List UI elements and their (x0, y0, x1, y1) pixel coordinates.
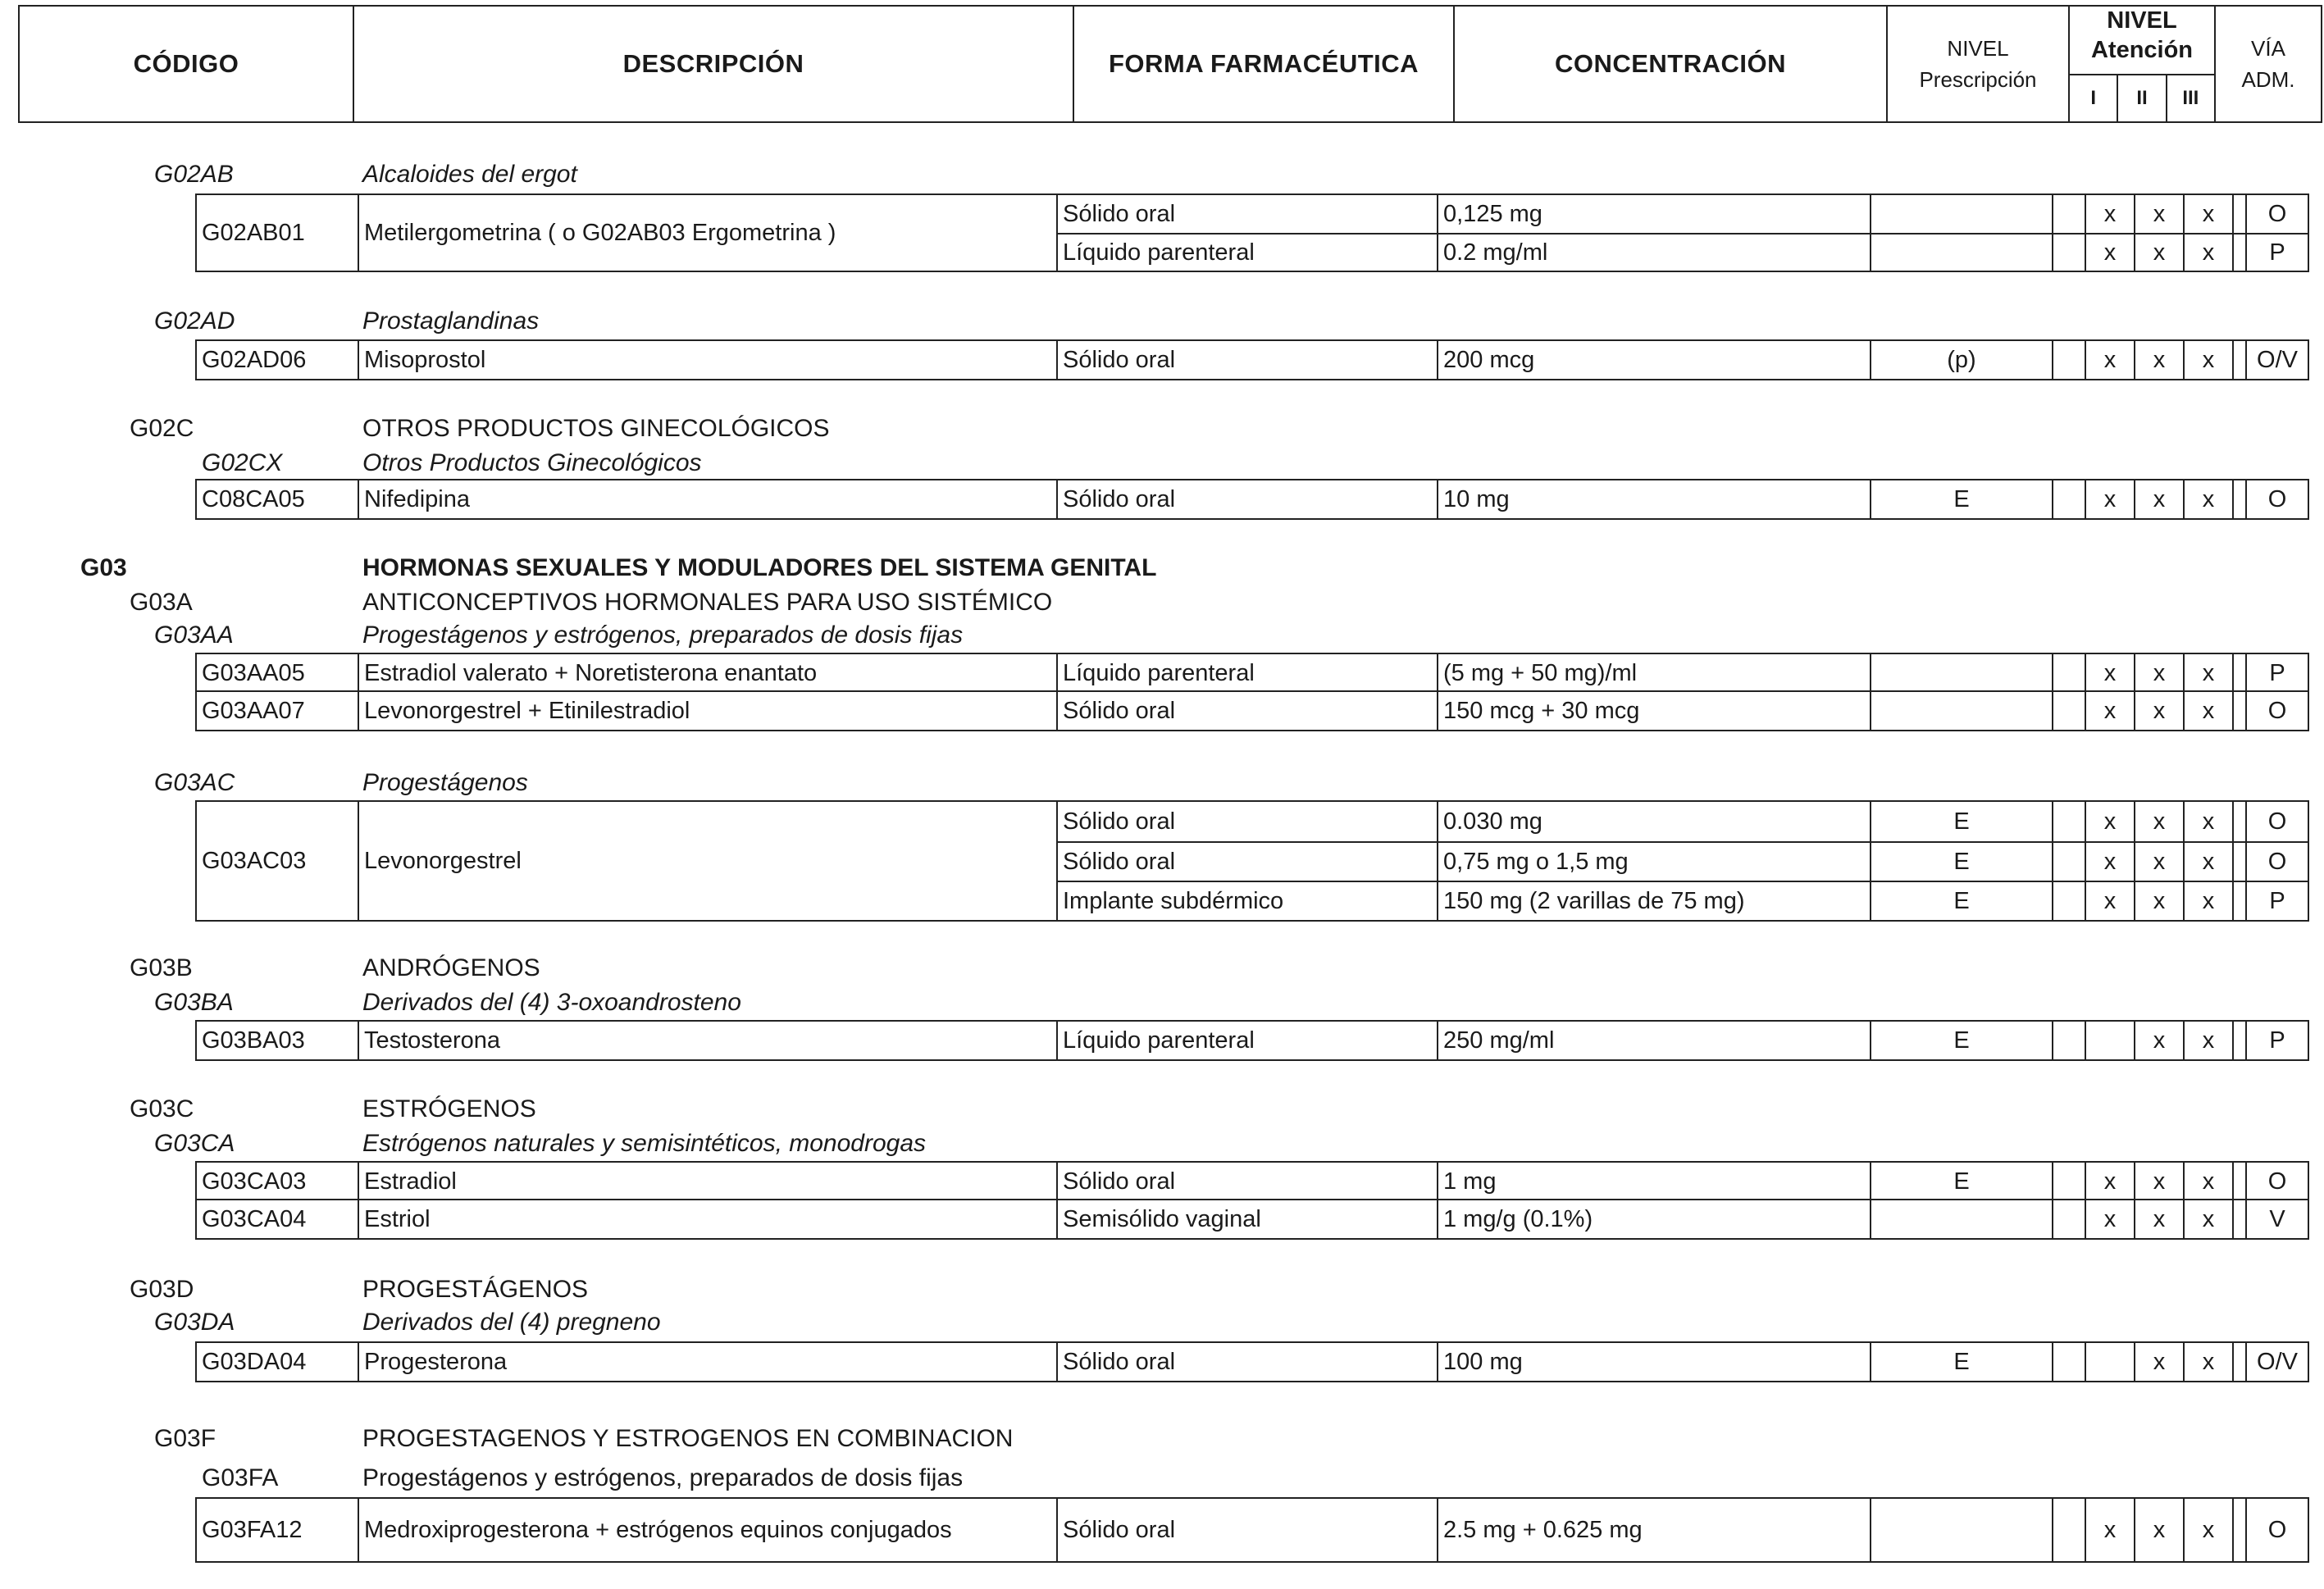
subgroup-name: Progestágenos y estrógenos, preparados de dosis fijas (362, 1464, 964, 1491)
subgroup-code: G03AA (154, 621, 234, 649)
prescription-level: E (1870, 1343, 2052, 1381)
drug-code: G03AC03 (202, 847, 307, 874)
group-name: ANDRÓGENOS (362, 954, 540, 981)
care-level-iii: x (2183, 480, 2232, 518)
group-code: G03C (130, 1095, 194, 1122)
subgroup-code: G02AB (154, 161, 234, 188)
header-nivel-aten-line1: NIVEL (2107, 7, 2177, 34)
drug-code: G03AA05 (202, 659, 305, 686)
prescription-level (1870, 1499, 2052, 1561)
header-concentracion (1455, 7, 1888, 121)
subgroup-name: Alcaloides del ergot (362, 161, 577, 188)
drug-code: G03BA03 (202, 1027, 305, 1054)
concentration: 1 mg/g (0.1%) (1437, 1200, 1870, 1238)
care-level-ii: x (2134, 802, 2183, 841)
header-forma (1074, 7, 1455, 121)
prescription-level (1870, 233, 2052, 271)
group-code: G02C (130, 415, 194, 442)
care-level-ii: x (2134, 480, 2183, 518)
drug-description: Estradiol valerato + Noretisterona enantato (358, 654, 1056, 692)
spacer-cell (2052, 881, 2085, 920)
administration-route: O (2245, 195, 2308, 233)
drug-description: Metilergometrina ( o G02AB03 Ergometrina ) (358, 195, 1056, 271)
care-level-i: x (2085, 341, 2134, 379)
drug-description: Nifedipina (358, 480, 1056, 518)
spacer-cell (2052, 1343, 2085, 1381)
header-concentracion-label: CONCENTRACIÓN (1554, 49, 1787, 78)
care-level-ii: x (2134, 692, 2183, 730)
spacer-cell (2232, 480, 2245, 518)
header-nivel-pres-line1: NIVEL (1947, 36, 2009, 61)
care-level-iii: x (2183, 233, 2232, 271)
care-level-i: x (2085, 692, 2134, 730)
drug-table (195, 339, 2309, 380)
care-level-ii: x (2134, 654, 2183, 692)
drug-table (195, 1020, 2309, 1061)
dosage-form: Líquido parenteral (1056, 654, 1437, 692)
dosage-form: Sólido oral (1056, 802, 1437, 841)
care-level-iii: x (2183, 1200, 2232, 1238)
concentration: 150 mcg + 30 mcg (1437, 692, 1870, 730)
dosage-form: Sólido oral (1056, 1163, 1437, 1200)
concentration: 150 mg (2 varillas de 75 mg) (1437, 881, 1870, 920)
spacer-cell (2232, 341, 2245, 379)
prescription-level: E (1870, 881, 2052, 920)
group-name: OTROS PRODUCTOS GINECOLÓGICOS (362, 415, 830, 442)
concentration: (5 mg + 50 mg)/ml (1437, 654, 1870, 692)
administration-route: P (2245, 1022, 2308, 1059)
subgroup-code: G03AC (154, 769, 235, 796)
subgroup-code: G02AD (154, 307, 235, 335)
care-level-i: x (2085, 1200, 2134, 1238)
concentration: 0.030 mg (1437, 802, 1870, 841)
drug-description: Estradiol (358, 1163, 1056, 1200)
administration-route: O (2245, 1163, 2308, 1200)
spacer-cell (2052, 802, 2085, 841)
care-level-ii: x (2134, 1343, 2183, 1381)
care-level-iii: x (2183, 1022, 2232, 1059)
subgroup-name: Otros Productos Ginecológicos (362, 449, 702, 476)
care-level-iii: x (2183, 341, 2232, 379)
subgroup-code: G03BA (154, 989, 234, 1016)
administration-route: O (2245, 841, 2308, 881)
prescription-level (1870, 654, 2052, 692)
care-level-i: x (2085, 1499, 2134, 1561)
spacer-cell (2052, 1499, 2085, 1561)
dosage-form: Sólido oral (1056, 1499, 1437, 1561)
subgroup-code: G03FA (202, 1464, 279, 1491)
dosage-form: Sólido oral (1056, 1343, 1437, 1381)
drug-table (195, 1199, 2309, 1240)
spacer-cell (2232, 1022, 2245, 1059)
dosage-form: Sólido oral (1056, 195, 1437, 233)
group-code: G03D (130, 1276, 194, 1303)
care-level-iii: x (2183, 1499, 2232, 1561)
spacer-cell (2232, 654, 2245, 692)
administration-route: P (2245, 233, 2308, 271)
group-name: PROGESTAGENOS Y ESTROGENOS EN COMBINACION (362, 1425, 1014, 1452)
concentration: 250 mg/ml (1437, 1022, 1870, 1059)
care-level-i (2085, 1022, 2134, 1059)
group-code: G03A (130, 589, 193, 616)
administration-route: O (2245, 480, 2308, 518)
prescription-level: E (1870, 480, 2052, 518)
care-level-i: x (2085, 802, 2134, 841)
spacer-cell (2052, 1022, 2085, 1059)
dosage-form: Líquido parenteral (1056, 1022, 1437, 1059)
drug-description: Levonorgestrel (358, 802, 1056, 920)
spacer-cell (2232, 1499, 2245, 1561)
concentration: 0,125 mg (1437, 195, 1870, 233)
drug-description: Estriol (358, 1200, 1056, 1238)
prescription-level (1870, 692, 2052, 730)
care-level-iii: x (2183, 802, 2232, 841)
care-level-iii: x (2183, 195, 2232, 233)
care-level-ii: x (2134, 1022, 2183, 1059)
concentration: 0,75 mg o 1,5 mg (1437, 841, 1870, 881)
care-level-i (2085, 1343, 2134, 1381)
concentration: 200 mcg (1437, 341, 1870, 379)
care-level-i: x (2085, 881, 2134, 920)
dosage-form: Líquido parenteral (1056, 233, 1437, 271)
drug-table (195, 653, 2309, 694)
care-level-i: x (2085, 195, 2134, 233)
header-nivel-pres-line2: Prescripción (1919, 67, 2037, 92)
prescription-level (1870, 195, 2052, 233)
care-level-iii: x (2183, 841, 2232, 881)
header-nivel-prescripcion (1888, 7, 2070, 121)
drug-description: Medroxiprogesterona + estrógenos equinos conjugados (358, 1499, 1056, 1561)
header-nivel-iii: III (2182, 87, 2199, 109)
drug-description: Testosterona (358, 1022, 1056, 1059)
spacer-cell (2052, 841, 2085, 881)
spacer-cell (2052, 1163, 2085, 1200)
spacer-cell (2232, 1200, 2245, 1238)
spacer-cell (2232, 802, 2245, 841)
dosage-form: Sólido oral (1056, 480, 1437, 518)
prescription-level (1870, 1200, 2052, 1238)
dosage-form: Implante subdérmico (1056, 881, 1437, 920)
care-level-ii: x (2134, 1163, 2183, 1200)
administration-route: P (2245, 654, 2308, 692)
administration-route: O (2245, 1499, 2308, 1561)
subgroup-name: Progestágenos (362, 769, 528, 796)
drug-code: G03DA04 (202, 1348, 307, 1375)
group-name: ANTICONCEPTIVOS HORMONALES PARA USO SISTÉMICO (362, 589, 1053, 616)
header-nivel-i: I (2070, 75, 2118, 121)
drug-table (195, 1341, 2309, 1382)
subgroup-name: Derivados del (4) pregneno (362, 1309, 661, 1336)
table-header (18, 5, 2322, 123)
group-name: PROGESTÁGENOS (362, 1276, 589, 1303)
drug-code: G03CA03 (202, 1168, 307, 1195)
header-nivel-atencion (2070, 7, 2216, 121)
drug-code: G03AA07 (202, 697, 305, 724)
spacer-cell (2052, 654, 2085, 692)
subgroup-code: G02CX (202, 449, 283, 476)
drug-description: Levonorgestrel + Etinilestradiol (358, 692, 1056, 730)
drug-table (195, 800, 2309, 922)
administration-route: O/V (2245, 1343, 2308, 1381)
section-code: G03 (80, 554, 127, 581)
drug-table (195, 690, 2309, 731)
prescription-level: E (1870, 841, 2052, 881)
administration-route: P (2245, 881, 2308, 920)
care-level-i: x (2085, 480, 2134, 518)
concentration: 1 mg (1437, 1163, 1870, 1200)
group-code: G03F (154, 1425, 216, 1452)
concentration: 10 mg (1437, 480, 1870, 518)
concentration: 2.5 mg + 0.625 mg (1437, 1499, 1870, 1561)
spacer-cell (2232, 195, 2245, 233)
drug-description: Progesterona (358, 1343, 1056, 1381)
drug-code: C08CA05 (202, 485, 305, 512)
prescription-level: (p) (1870, 341, 2052, 379)
drug-table (195, 194, 2309, 272)
header-codigo (20, 7, 354, 121)
subgroup-name: Prostaglandinas (362, 307, 540, 335)
prescription-level: E (1870, 1163, 2052, 1200)
header-forma-label: FORMA FARMACÉUTICA (1108, 49, 1419, 78)
concentration: 0.2 mg/ml (1437, 233, 1870, 271)
subgroup-name: Derivados del (4) 3-oxoandrosteno (362, 989, 741, 1016)
care-level-ii: x (2134, 195, 2183, 233)
care-level-ii: x (2134, 841, 2183, 881)
header-via (2216, 7, 2321, 121)
header-nivel-subcolumns (2070, 74, 2214, 121)
header-descripcion (354, 7, 1074, 121)
header-nivel-ii: II (2118, 75, 2167, 121)
drug-table (195, 1161, 2309, 1202)
drug-description: Misoprostol (358, 341, 1056, 379)
administration-route: O (2245, 692, 2308, 730)
prescription-level: E (1870, 1022, 2052, 1059)
subgroup-name: Estrógenos naturales y semisintéticos, monodrogas (362, 1130, 927, 1157)
dosage-form: Semisólido vaginal (1056, 1200, 1437, 1238)
administration-route: V (2245, 1200, 2308, 1238)
group-name: ESTRÓGENOS (362, 1095, 536, 1122)
spacer-cell (2052, 233, 2085, 271)
section-name: HORMONAS SEXUALES Y MODULADORES DEL SISTEMA GENITAL (362, 554, 1157, 581)
drug-code: G02AB01 (202, 219, 305, 246)
care-level-i: x (2085, 841, 2134, 881)
subgroup-code: G03CA (154, 1130, 235, 1157)
care-level-ii: x (2134, 881, 2183, 920)
subgroup-name: Progestágenos y estrógenos, preparados de dosis fijas (362, 621, 964, 649)
dosage-form: Sólido oral (1056, 692, 1437, 730)
care-level-iii: x (2183, 1163, 2232, 1200)
header-codigo-label: CÓDIGO (133, 49, 239, 78)
care-level-iii: x (2183, 654, 2232, 692)
spacer-cell (2232, 233, 2245, 271)
spacer-cell (2232, 1163, 2245, 1200)
header-via-line1: VÍA (2251, 36, 2285, 61)
spacer-cell (2232, 692, 2245, 730)
care-level-iii: x (2183, 1343, 2232, 1381)
dosage-form: Sólido oral (1056, 341, 1437, 379)
spacer-cell (2052, 1200, 2085, 1238)
care-level-ii: x (2134, 1200, 2183, 1238)
prescription-level: E (1870, 802, 2052, 841)
header-nivel-aten-line2: Atención (2090, 37, 2194, 63)
spacer-cell (2232, 841, 2245, 881)
care-level-ii: x (2134, 1499, 2183, 1561)
concentration: 100 mg (1437, 1343, 1870, 1381)
subgroup-code: G03DA (154, 1309, 235, 1336)
spacer-cell (2052, 341, 2085, 379)
dosage-form: Sólido oral (1056, 841, 1437, 881)
administration-route: O/V (2245, 341, 2308, 379)
care-level-ii: x (2134, 233, 2183, 271)
drug-code: G03CA04 (202, 1205, 307, 1232)
spacer-cell (2052, 692, 2085, 730)
spacer-cell (2052, 480, 2085, 518)
drug-code: G02AD06 (202, 346, 307, 373)
care-level-iii: x (2183, 881, 2232, 920)
header-via-line2: ADM. (2241, 67, 2295, 92)
spacer-cell (2232, 881, 2245, 920)
header-descripcion-label: DESCRIPCIÓN (622, 49, 804, 78)
administration-route: O (2245, 802, 2308, 841)
drug-code: G03FA12 (202, 1516, 303, 1543)
care-level-i: x (2085, 654, 2134, 692)
drug-table (195, 1497, 2309, 1563)
care-level-i: x (2085, 233, 2134, 271)
group-code: G03B (130, 954, 193, 981)
spacer-cell (2052, 195, 2085, 233)
care-level-i: x (2085, 1163, 2134, 1200)
drug-table (195, 479, 2309, 520)
care-level-iii: x (2183, 692, 2232, 730)
care-level-ii: x (2134, 341, 2183, 379)
spacer-cell (2232, 1343, 2245, 1381)
